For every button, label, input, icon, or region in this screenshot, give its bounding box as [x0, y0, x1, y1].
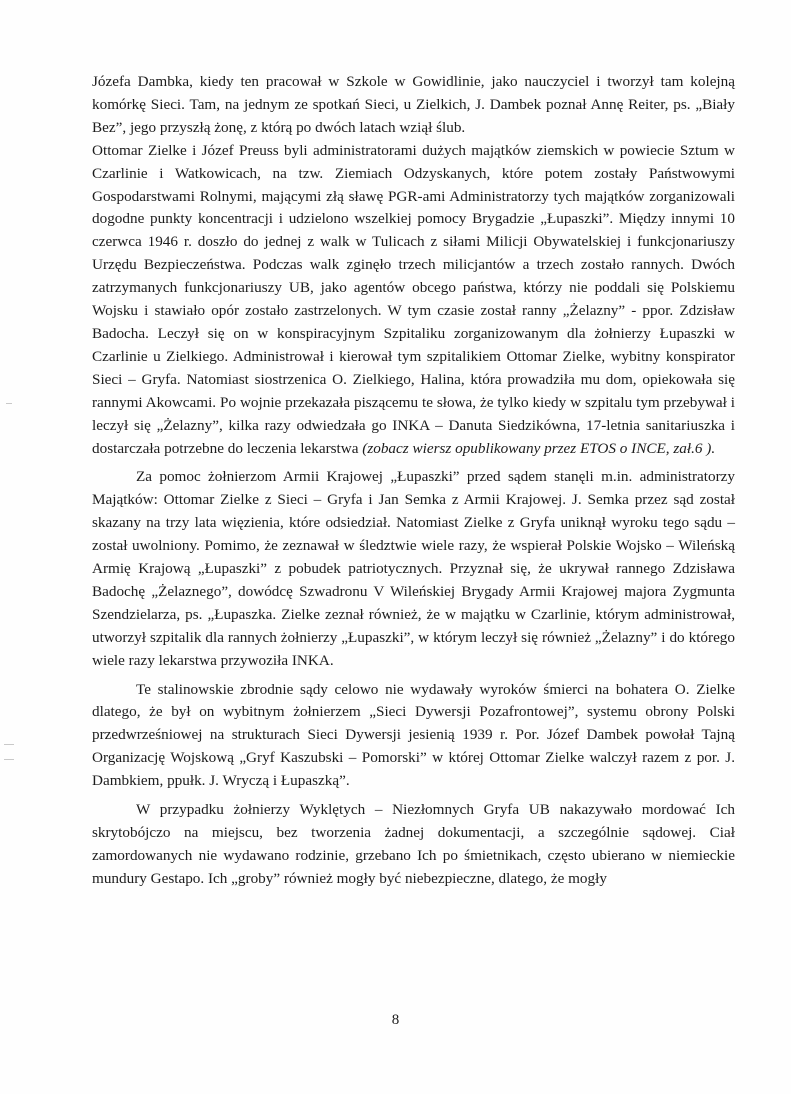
scan-margin-mark: [6, 403, 12, 404]
body-text: [92, 71, 735, 891]
paragraph-1: Józefa Dambka, kiedy ten pracował w Szkole w Gowidlinie, jako nauczyciel i tworzył tam kolejną komórkę Sieci. Tam, na jednym ze spotkań Sieci, u Zielkich, J. Dambek poznał Annę Reiter, ps. „Biały Bez”, jego przyszłą żonę, z którą po dwóch latach wziął ślub.: [92, 73, 735, 136]
paragraph-2: [92, 140, 735, 461]
paragraph-3: Za pomoc żołnierzom Armii Krajowej „Łupaszki” przed sądem stanęli m.in. administratorzy Majątków: Ottomar Zielke z Sieci – Gryfa i Jan Semka z Armii Krajowej. J. Semka przez sąd został skazany na trzy lata więzienia, które odsiedział. Natomiast Zielke z Gryfa uniknął wyroku tego sądu – został uwolniony. Pomimo, że zeznawał w śledztwie wiele razy, że wspierał Polskie Wojsko – Wileńską Armię Krajową „Łupaszki” z pobudek patriotycznych. Przyznał się, że ukrywał rannego Zdzisława Badochę „Żelaznego”, dowódcę Szwadronu V Wileńskiej Brygady Armii Krajowej majora Zygmunta Szendzielarza, ps. „Łupaszka. Zielke zeznał również, że w majątku w Czarlinie, którym administrował, utworzył szpitalik dla rannych żołnierzy „Łupaszki”, w którym leczył się również „Żelazny” i do którego wiele razy lekarstwa przywoziła INKA.: [92, 468, 735, 669]
page-number: 8: [391, 1012, 400, 1028]
paragraph-5: W przypadku żołnierzy Wyklętych – Niezłomnych Gryfa UB nakazywało mordować Ich skrytobójczo na miejscu, bez tworzenia żadnej dokumentacji, a szczególnie sądowej. Ciał zamordowanych nie wydawano rodzinie, grzebano Ich po śmietnikach, często ubierano w niemieckie mundury Gestapo. Ich „groby” również mogły być niebezpieczne, dlatego, że mogły: [92, 801, 735, 887]
scan-margin-mark: [4, 744, 14, 745]
paragraph-2-text: Ottomar Zielke i Józef Preuss byli administratorami dużych majątków ziemskich w powiecie Sztum w Czarlinie i Watkowicach, na tzw. Ziemiach Odzyskanych, które potem zostały Państwowymi Gospodarstwami Rolnymi, mającymi złą sławę PGR-ami Administratorzy tych majątków zorganizowali dogodne punkty koncentracji i udzielono wszelkiej pomocy Brygadzie „Łupaszki”. Między innymi 10 czerwca 1946 r. doszło do jednej z walk w Tulicach z siłami Milicji Obywatelskiej i funkcjonariuszy Urzędu Bezpieczeństwa. Podczas walk zginęło trzech milicjantów a trzech zostało rannych. Dwóch zatrzymanych funkcjonariuszy UB, jako agentów obcego państwa, którzy nie poddali się Polskiemu Wojsku i stawiało opór zostało zastrzelonych. W tym czasie został ranny „Żelazny” - ppor. Zdzisław Badocha. Leczył się on w konspiracyjnym Szpitaliku zorganizowanym dla żołnierzy Łupaszki w Czarlinie u Zielkiego. Administrował i kierował tym szpitalikiem Ottomar Zielke, wybitny konspirator Sieci – Gryfa. Natomiast siostrzenica O. Zielkiego, Halina, która prowadziła mu dom, opiekowała się rannymi Akowcami. Po wojnie przekazała piszącemu te słowa, że tylko kiedy w szpitalu tym przebywał i leczył się „Żelazny”, kilka razy odwiedzała go INKA – Danuta Siedzikówna, 17-letnia sanitariuszka i dostarczała potrzebne do leczenia lekarstwa: [92, 141, 735, 457]
scan-margin-mark: [4, 759, 14, 760]
paragraph-2-reference: (zobacz wiersz opublikowany przez ETOS o INCE, zał.6 ).: [362, 439, 716, 457]
paragraph-4: Te stalinowskie zbrodnie sądy celowo nie wydawały wyroków śmierci na bohatera O. Zielke dlatego, że był on wybitnym żołnierzem „Sieci Dywersji Pozafrontowej”, systemu obrony Polski przedwrześniowej na strukturach Sieci Dywersji jesienią 1939 r. Por. Józef Dambek powołał Tajną Organizację Wojskową „Gryf Kaszubski – Pomorski” w której Ottomar Zielke walczył razem z por. J. Dambkiem, ppułk. J. Wryczą i Łupaszką”.: [92, 680, 735, 790]
